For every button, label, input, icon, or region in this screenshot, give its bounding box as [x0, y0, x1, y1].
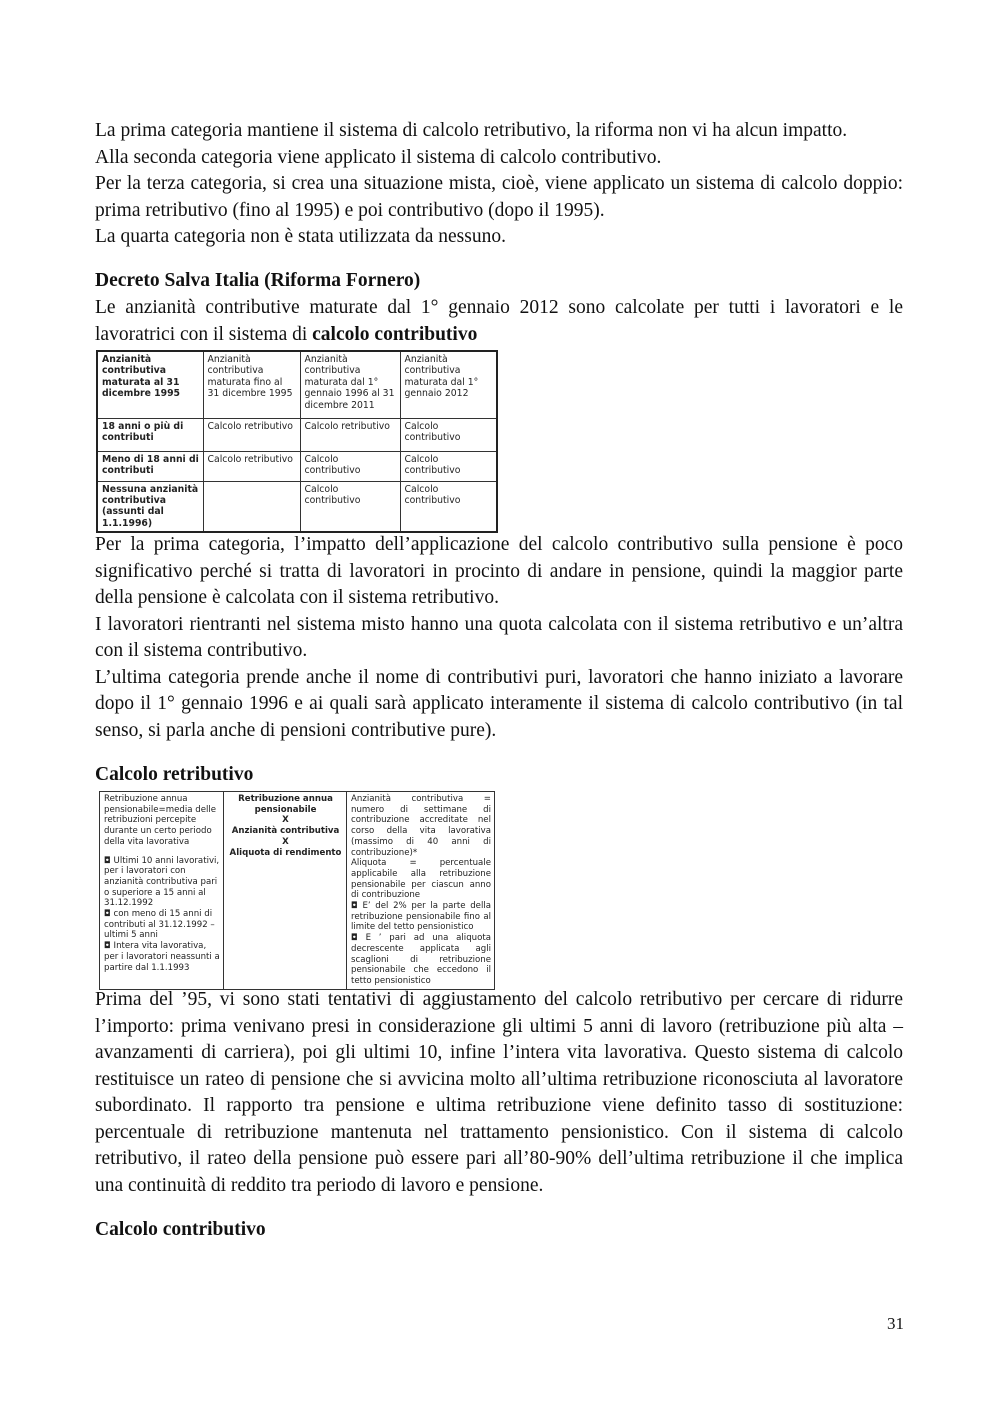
intro-paragraph-2: Alla seconda categoria viene applicato il sistema di calcolo contributivo. — [95, 146, 662, 168]
intro-paragraphs — [95, 118, 903, 251]
table-cell: Calcolo retributivo — [203, 418, 300, 451]
table-cell: Calcolo retributivo — [300, 418, 400, 451]
table-row — [97, 451, 497, 481]
after-table2-paragraph-1: Prima del ’95, vi sono stati tentativi di aggiustamento del calcolo retributivo per cercare di ridurre l’importo: prima venivano presi in considerazione gli ultimi 5 anni di lavoro (retribuzione più alta – avanzamenti di carriera), poi gli ultimi 10, infine l’intera vita lavorativa. Questo sistema di calcolo restituisce un rateo di pensione che si avvicina molto all’ultima retribuzione riconosciuta al lavoratore subordinato. Il rapporto tra pensione e ultima retribuzione viene definito tasso di sostituzione: percentuale di retribuzione mantenuta nel trattamento pensionistico. Con il sistema di calcolo retributivo, il rateo della pensione può essere pari all’80-90% dell’ultima retribuzione il che implica una continuità di reddito tra periodo di lavoro e pensione. — [95, 989, 903, 1196]
formula-term: Aliquota di rendimento — [229, 847, 342, 858]
formula-cell — [224, 792, 347, 990]
section-heading-calcolo-contributivo: Calcolo contributivo — [95, 1219, 266, 1240]
intro-paragraph-4: La quarta categoria non è stata utilizzata da nessuno. — [95, 226, 506, 247]
table-header-cell: Anzianità contributiva maturata dal 1° gennaio 1996 al 31 dicembre 2011 — [300, 351, 400, 418]
retributive-calculation-table — [99, 791, 495, 990]
list-item: ◘ con meno di 15 anni di contributi al 31.12.1992 – ultimi 5 anni — [104, 909, 215, 941]
pensionable-salary-definition: Retribuzione annua pensionabile=media delle retribuzioni percepite durante un certo periodo della vita lavorativa — [104, 794, 217, 847]
after-table1-paragraph-2: I lavoratori rientranti nel sistema misto hanno una quota calcolata con il sistema retributivo e un’altra con il sistema contributivo. — [95, 613, 903, 661]
table-header-row — [97, 351, 497, 418]
table-header-cell: Anzianità contributiva maturata fino al 31 dicembre 1995 — [203, 351, 300, 418]
list-item: ◘ Intera vita lavorativa, per i lavoratori neassunti a partire dal 1.1.1993 — [104, 941, 220, 973]
after-table2-paragraph — [95, 987, 903, 1199]
table-row-header: 18 anni o più di contributi — [97, 418, 203, 451]
table-header-cell: Anzianità contributiva maturata dal 1° gennaio 2012 — [400, 351, 497, 418]
table-cell: Calcolo retributivo — [203, 451, 300, 481]
intro-paragraph-1: La prima categoria mantiene il sistema di calcolo retributivo, la riforma non vi ha alcun impatto. — [95, 120, 848, 141]
list-item: ◘ E ’ pari ad una aliquota decrescente applicata agli scaglioni di retribuzione pensionabile che eccedono il tetto pensionistico — [351, 933, 491, 986]
table-row — [97, 418, 497, 451]
after-table1-paragraph-1: Per la prima categoria, l’impatto dell’applicazione del calcolo contributivo sulla pensione è poco significativo perché si tratta di lavoratori in procinto di andare in pensione, quindi la maggior parte della pensione è calcolata con il sistema retributivo. — [95, 534, 903, 608]
page-number: 31 — [887, 1314, 904, 1333]
table-row — [97, 481, 497, 532]
table-cell — [203, 481, 300, 532]
definition-text: Anzianità contributiva = numero di settimane di contribuzione accreditate nel corso della vita lavorativa (massimo di 40 anni di contribuzione)* — [351, 794, 491, 858]
section-heading-salva-italia: Decreto Salva Italia (Riforma Fornero) — [95, 270, 421, 291]
intro-paragraph-3: Per la terza categoria, si crea una situazione mista, cioè, viene applicato un sistema di calcolo doppio: prima retributivo (fino al 1995) e poi contributivo (dopo il 1995). — [95, 173, 903, 221]
list-item: ◘ E’ del 2% per la parte della retribuzione pensionabile fino al limite del tetto pensionistico — [351, 901, 491, 933]
section-heading-calcolo-retributivo: Calcolo retributivo — [95, 764, 254, 785]
formula-term: Retribuzione annua pensionabile — [238, 794, 333, 815]
contribution-categories-table — [96, 350, 498, 533]
table-row-header: Meno di 18 anni di contributi — [97, 451, 203, 481]
definition-text: Aliquota = percentuale applicabile alla retribuzione pensionabile per ciascun anno di contribuzione — [351, 858, 491, 901]
table-row-header: Nessuna anzianità contributiva (assunti dal 1.1.1996) — [97, 481, 203, 532]
formula-operator: X — [282, 836, 289, 847]
formula-operator: X — [282, 815, 289, 826]
table-header-cell: Anzianità contributiva maturata al 31 dicembre 1995 — [97, 351, 203, 418]
table-cell: Calcolo contributivo — [400, 418, 497, 451]
pensionable-salary-cell — [100, 792, 224, 990]
after-table1-paragraphs — [95, 532, 903, 744]
salva-italia-text: Le anzianità contributive maturate dal 1° gennaio 2012 sono calcolate per tutti i lavoratori e le lavoratrici con il sistema di — [95, 297, 903, 345]
formula-term: Anzianità contributiva — [231, 826, 340, 837]
table-cell: Calcolo contributivo — [300, 451, 400, 481]
after-table1-paragraph-3: L’ultima categoria prende anche il nome di contributivi puri, lavoratori che hanno iniziato a lavorare dopo il 1° gennaio 1996 e ai quali sarà applicato interamente il sistema di calcolo contributivo (in tal senso, si parla anche di pensioni contributive pure). — [95, 666, 903, 741]
salva-italia-paragraph — [95, 295, 903, 348]
definitions-cell — [347, 792, 495, 990]
table-cell: Calcolo contributivo — [300, 481, 400, 532]
table-cell: Calcolo contributivo — [400, 451, 497, 481]
salva-italia-bold-text: calcolo contributivo — [312, 323, 478, 345]
list-item: ◘ Ultimi 10 anni lavorativi, per i lavoratori con anzianità contributiva pari o superiore a 15 anni al 31.12.1992 — [104, 855, 220, 909]
table-cell: Calcolo contributivo — [400, 481, 497, 532]
